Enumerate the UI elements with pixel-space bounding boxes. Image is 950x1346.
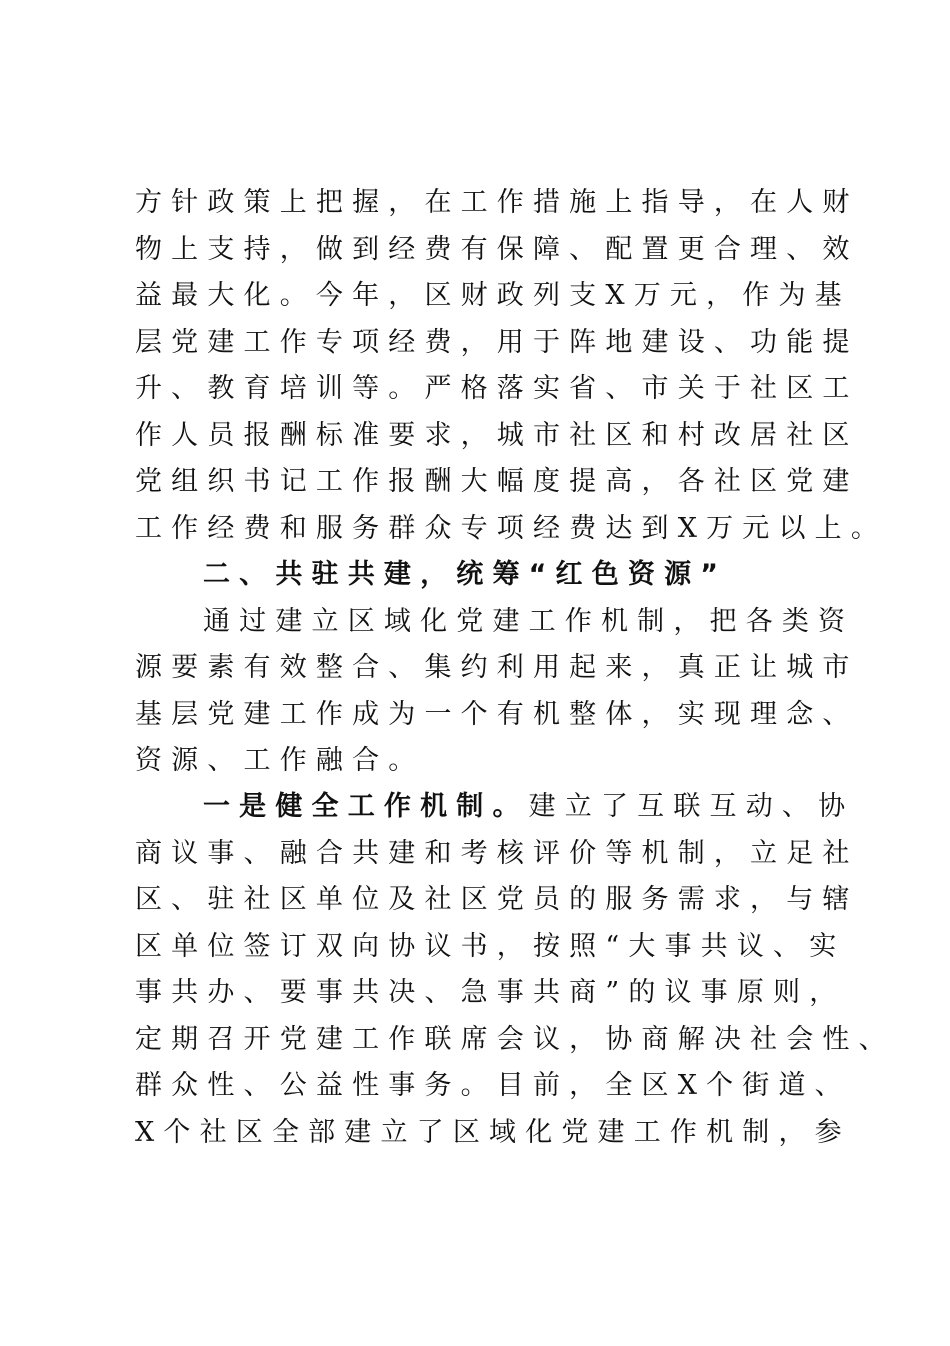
paragraph-line: 物上支持，做到经费有保障、配置更合理、效 bbox=[135, 234, 859, 265]
paragraph-line: X个社区全部建立了区域化党建工作机制，参 bbox=[135, 1117, 851, 1148]
paragraph-line: 工作经费和服务群众专项经费达到X万元以上。 bbox=[135, 513, 888, 544]
paragraph-line: 事共办、要事共决、急事共商”的议事原则， bbox=[135, 977, 846, 1008]
paragraph-line: 商议事、融合共建和考核评价等机制，立足社 bbox=[135, 838, 859, 869]
paragraph-line: 区、驻社区单位及社区党员的服务需求，与辖 bbox=[135, 884, 859, 915]
section-heading: 二、共驻共建，统筹“红色资源” bbox=[203, 559, 728, 590]
paragraph-line: 基层党建工作成为一个有机整体，实现理念、 bbox=[135, 699, 859, 730]
paragraph-line: 定期召开党建工作联席会议，协商解决社会性、 bbox=[135, 1024, 895, 1055]
paragraph-line: 党组织书记工作报酬大幅度提高，各社区党建 bbox=[135, 466, 859, 497]
paragraph-line: 作人员报酬标准要求，城市社区和村改居社区 bbox=[135, 420, 859, 451]
paragraph-line: 资源、工作融合。 bbox=[135, 745, 425, 776]
paragraph-line: 升、教育培训等。严格落实省、市关于社区工 bbox=[135, 373, 859, 404]
paragraph-text: 建立了互联互动、协 bbox=[528, 791, 855, 822]
paragraph-line: 方针政策上把握，在工作措施上指导，在人财 bbox=[135, 187, 859, 218]
paragraph-line: 区单位签订双向协议书，按照“大事共议、实 bbox=[135, 931, 846, 962]
paragraph-lead-text: 一是健全工作机制。 bbox=[203, 791, 529, 822]
paragraph-line: 群众性、公益性事务。目前，全区X个街道、 bbox=[135, 1070, 851, 1101]
paragraph-line: 益最大化。今年，区财政列支X万元，作为基 bbox=[135, 280, 851, 311]
paragraph-line: 层党建工作专项经费，用于阵地建设、功能提 bbox=[135, 327, 859, 358]
paragraph-first-line bbox=[203, 784, 855, 830]
paragraph-line: 通过建立区域化党建工作机制，把各类资 bbox=[203, 606, 855, 637]
paragraph-line: 源要素有效整合、集约利用起来，真正让城市 bbox=[135, 652, 859, 683]
